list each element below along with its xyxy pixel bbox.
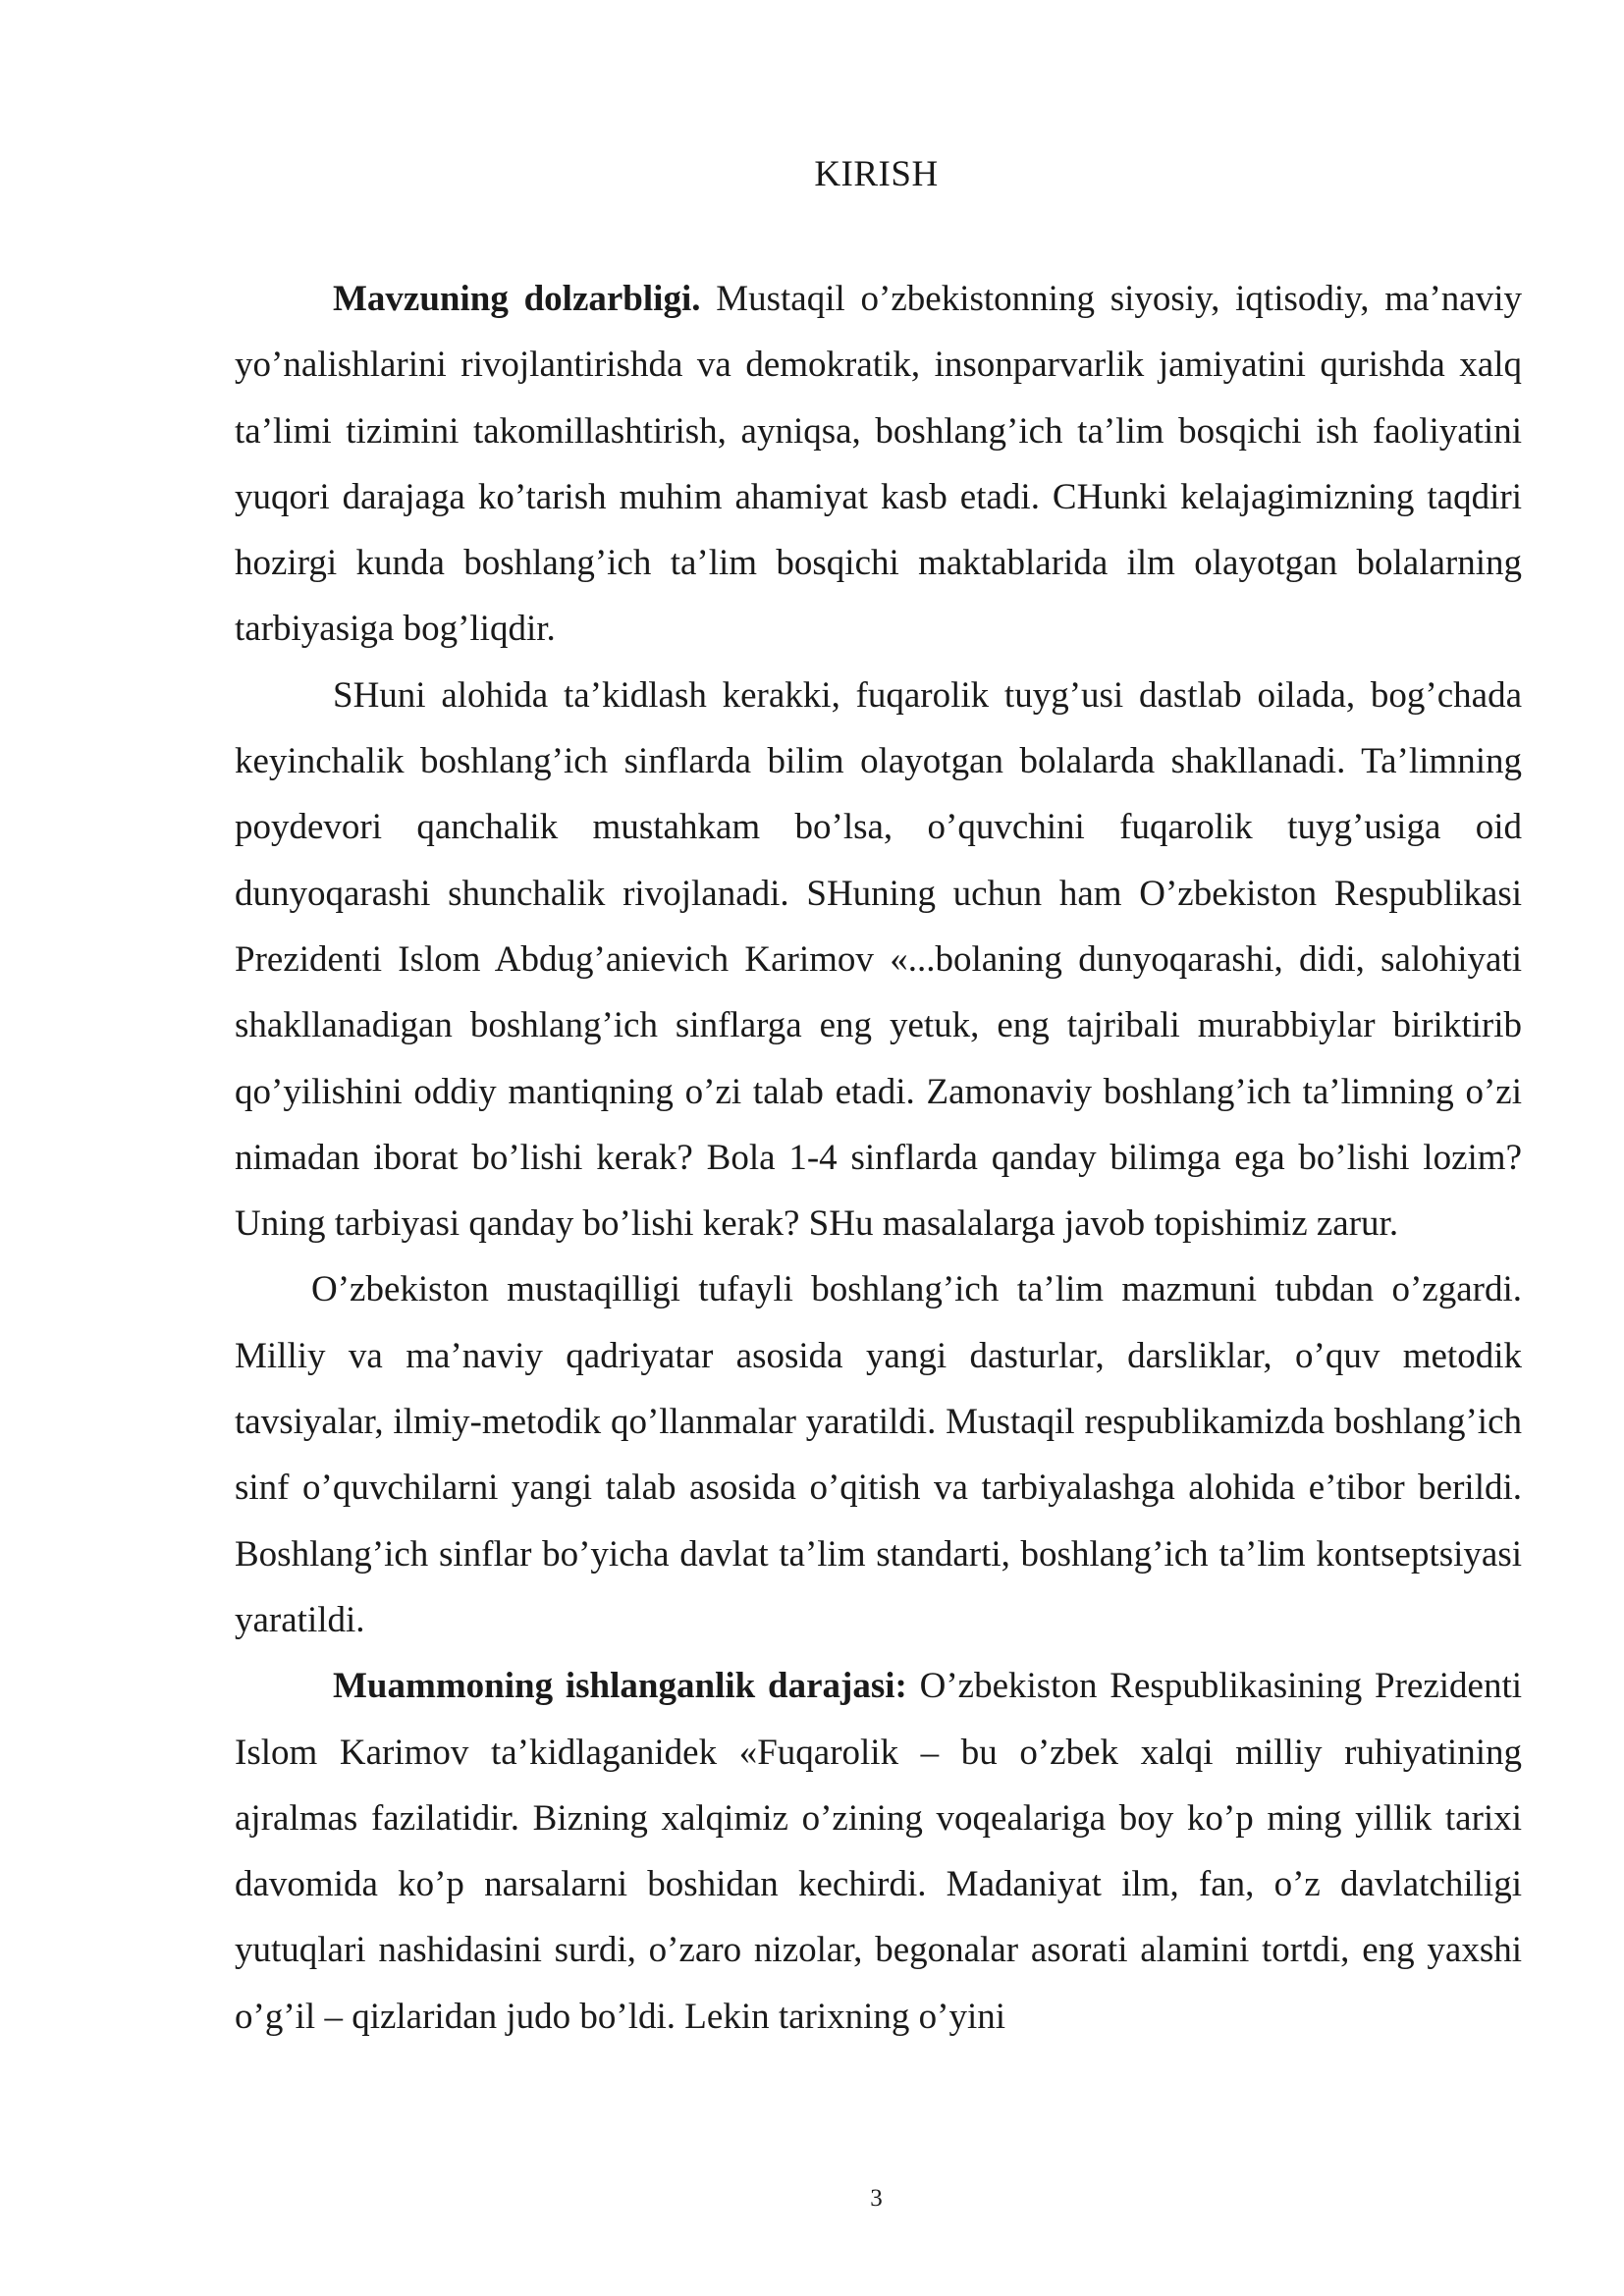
paragraph-relevance xyxy=(235,266,1522,663)
page-title: KIRISH xyxy=(814,154,939,194)
paragraph-text-civic-sense: SHuni alohida ta’kidlash kerakki, fuqarolik tuyg’usi dastlab oilada, bog’chada keyinchalik boshlang’ich sinflarda bilim olayotgan bolalarda shakllanadi. Ta’limning poydevori qanchalik mustahkam bo’lsa, o’quvchini fuqarolik tuyg’usiga oid dunyoqarashi shunchalik rivojlanadi. SHuning uchun ham O’zbekiston Respublikasi Prezidenti Islom Abdug’anievich Karimov «...bolaning dunyoqarashi, didi, salohiyati shakllanadigan boshlang’ich sinflarga eng yetuk, eng tajribali murabbiylar biriktirib qo’yilishini oddiy mantiqning o’zi talab etadi. Zamonaviy boshlang’ich ta’limning o’zi nimadan iborat bo’lishi kerak? Bola 1-4 sinflarda qanday bilimga ega bo’lishi lozim? Uning tarbiyasi qanday bo’lishi kerak? SHu masalalarga javob topishimiz zarur. xyxy=(235,674,1522,1245)
page-number: 3 xyxy=(870,2185,883,2212)
paragraph-text-relevance: Mustaqil o’zbekistonning siyosiy, iqtisodiy, ma’naviy yo’nalishlarini rivojlantirishda va demokratik, insonparvarlik jamiyatini qurishda xalq ta’limi tizimini takomillashtirish, ayniqsa, boshlang’ich ta’lim bosqichi ish faoliyatini yuqori darajaga ko’tarish muhim ahamiyat kasb etadi. CHunki kelajagimizning taqdiri hozirgi kunda boshlang’ich ta’lim bosqichi maktablarida ilm olayotgan bolalarning tarbiyasiga bog’liqdir. xyxy=(235,279,1522,650)
paragraph-lead-relevance: Mavzuning dolzarbligi. xyxy=(333,279,701,319)
paragraph-lead-problem-level: Muammoning ishlanganlik darajasi: xyxy=(333,1666,907,1707)
body-text xyxy=(235,266,1522,2050)
paragraph-independence xyxy=(235,1256,1522,1653)
paragraph-text-independence: O’zbekiston mustaqilligi tufayli boshlang’ich ta’lim mazmuni tubdan o’zgardi. Milliy va ma’naviy qadriyatar asosida yangi dasturlar, darsliklar, o’quv metodik tavsiyalar, ilmiy-metodik qo’llanmalar yaratildi. Mustaqil respublikamizda boshlang’ich sinf o’quvchilarni yangi talab asosida o’qitish va tarbiyalashga alohida e’tibor berildi. Boshlang’ich sinflar bo’yicha davlat ta’lim standarti, boshlang’ich ta’lim kontseptsiyasi yaratildi. xyxy=(235,1269,1522,1640)
paragraph-problem-level xyxy=(235,1653,1522,2050)
paragraph-text-problem-level: O’zbekiston Respublikasining Prezidenti Islom Karimov ta’kidlaganidek «Fuqarolik – bu o’zbek xalqi milliy ruhiyatining ajralmas fazilatidir. Bizning xalqimiz o’zining voqealariga boy ko’p ming yillik tarixi davomida ko’p narsalarni boshidan kechirdi. Madaniyat ilm, fan, o’z davlatchiligi yutuqlari nashidasini surdi, o’zaro nizolar, begonalar asorati alamini tortdi, eng yaxshi o’g’il – qizlaridan judo bo’ldi. Lekin tarixning o’yini xyxy=(235,1666,1522,2037)
paragraph-civic-sense xyxy=(235,663,1522,1257)
